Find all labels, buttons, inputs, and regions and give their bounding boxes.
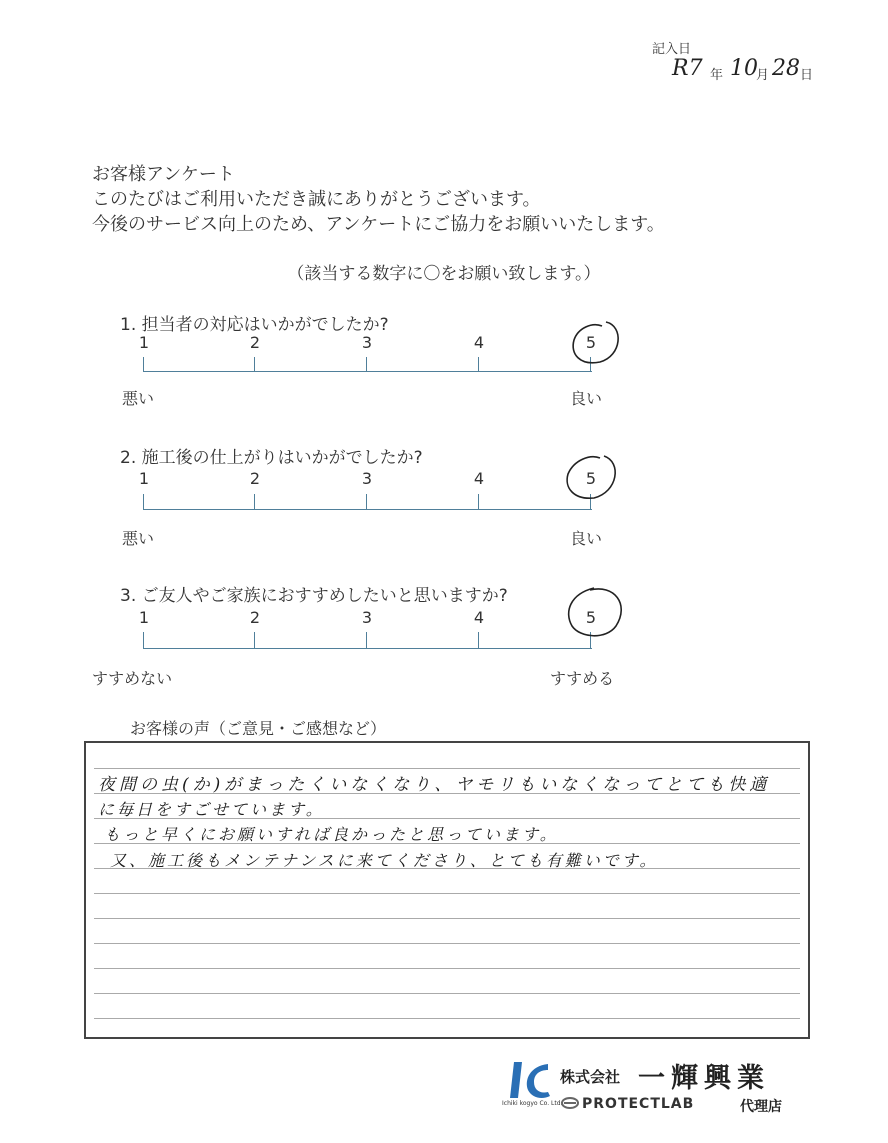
scale-line-1 — [0, 355, 888, 375]
voice-line-1: 夜間の虫(か)がまったくいなくなり、ヤモリもいなくなってとても快適 — [98, 775, 771, 795]
selection-circle-2 — [560, 450, 626, 504]
logo-company: 株式会社 — [560, 1068, 621, 1086]
scale-1-option-1[interactable]: 1 — [138, 333, 150, 352]
scale-1-option-2[interactable]: 2 — [249, 333, 261, 352]
voice-line-2: に毎日をすごせています。 — [98, 800, 325, 819]
scale-2-option-1[interactable]: 1 — [138, 469, 150, 488]
logo-agency: 代理店 — [740, 1099, 782, 1115]
q1-low-label: 悪い — [122, 389, 155, 408]
question-1: 1. 担当者の対応はいかがでしたか? — [120, 315, 389, 335]
q2-low-label: 悪い — [122, 529, 155, 548]
q1-high-label: 良い — [570, 389, 603, 408]
scale-line-2 — [0, 492, 888, 512]
selection-circle-1 — [566, 316, 626, 370]
intro-block — [92, 162, 665, 237]
scale-2-option-2[interactable]: 2 — [249, 469, 261, 488]
selection-circle-3 — [560, 582, 630, 644]
question-3: 3. ご友人やご家族におすすめしたいと思いますか? — [120, 586, 508, 606]
scale-2-option-3[interactable]: 3 — [361, 469, 373, 488]
scale-3-option-1[interactable]: 1 — [138, 608, 150, 627]
thanks-line: このたびはご利用いただき誠にありがとうございます。 — [92, 189, 541, 210]
company-logo — [502, 1056, 818, 1116]
scale-1-option-3[interactable]: 3 — [361, 333, 373, 352]
survey-title: お客様アンケート — [92, 164, 235, 185]
voice-line-4: 又、施工後もメンテナンスに来てくださり、とても有難いです。 — [110, 851, 659, 870]
instruction: （該当する数字に〇をお願い致します。） — [287, 264, 601, 284]
date-era-year: R7 — [672, 56, 703, 81]
date-day-unit: 日 — [800, 68, 814, 83]
date-label: 記入日 — [652, 42, 692, 57]
q3-low-label: すすめない — [92, 669, 173, 688]
scale-numbers-2 — [0, 469, 888, 491]
voice-line-3: もっと早くにお願いすれば良かったと思っています。 — [104, 825, 559, 844]
q3-high-label: すすめる — [550, 669, 615, 688]
logo-brand: PROTECTLAB — [582, 1096, 695, 1112]
scale-2-option-4[interactable]: 4 — [473, 469, 485, 488]
logo-name: 一輝興業 — [638, 1063, 770, 1094]
scale-3-option-4[interactable]: 4 — [473, 608, 485, 627]
scale-1-option-4[interactable]: 4 — [473, 333, 485, 352]
protectlab-icon — [560, 1096, 580, 1110]
scale-1-option-5[interactable]: 5 — [585, 333, 597, 352]
date-year-unit: 年 — [710, 68, 724, 83]
date-month: 10 — [730, 56, 758, 81]
question-2: 2. 施工後の仕上がりはいかがでしたか? — [120, 448, 423, 468]
scale-line-3 — [0, 630, 888, 652]
q2-high-label: 良い — [570, 529, 603, 548]
scale-3-option-3[interactable]: 3 — [361, 608, 373, 627]
voice-title: お客様の声（ご意見・ご感想など） — [130, 719, 387, 738]
scale-3-option-5[interactable]: 5 — [585, 608, 597, 627]
logo-mark-icon — [508, 1058, 552, 1102]
logo-romaji: Ichiki kogyo Co. Ltd. — [502, 1100, 563, 1107]
date-entry — [668, 58, 818, 86]
scale-3-option-2[interactable]: 2 — [249, 608, 261, 627]
request-line: 今後のサービス向上のため、アンケートにご協力をお願いいたします。 — [92, 214, 665, 235]
scale-numbers-3 — [0, 608, 888, 630]
scale-numbers-1 — [0, 333, 888, 355]
date-month-unit: 月 — [756, 68, 770, 83]
scale-2-option-5[interactable]: 5 — [585, 469, 597, 488]
date-day: 28 — [772, 56, 800, 81]
